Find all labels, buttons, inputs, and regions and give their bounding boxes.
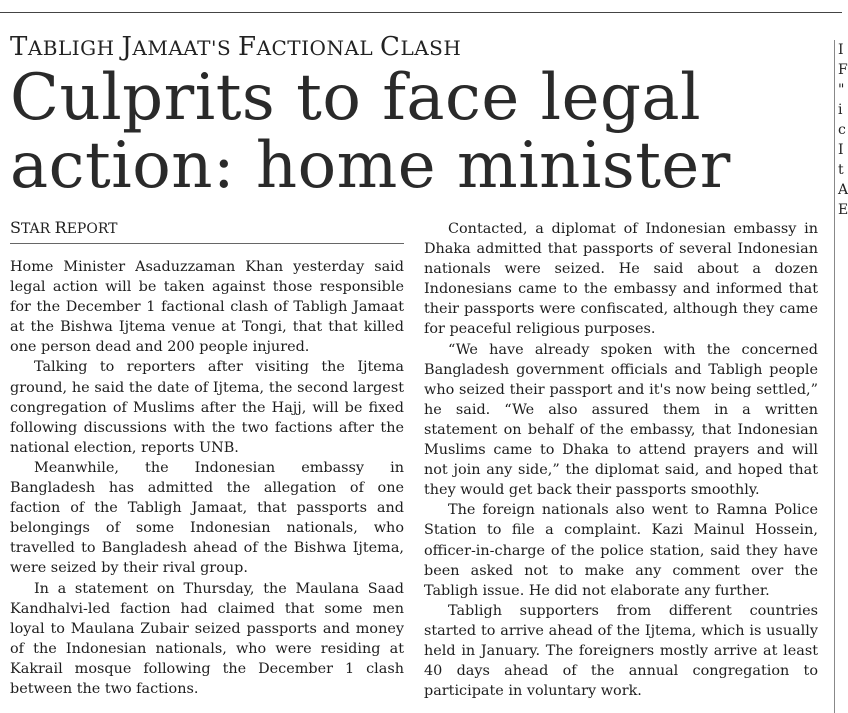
fragment-line: F	[838, 62, 848, 78]
article-column-1	[10, 257, 404, 699]
fragment-line: t	[838, 162, 844, 178]
fragment-line: I	[838, 42, 844, 58]
column-divider	[834, 40, 835, 713]
fragment-line: I	[838, 142, 844, 158]
fragment-line: "	[838, 82, 845, 98]
article-kicker: TABLIGH JAMAAT'S FACTIONAL CLASH	[10, 32, 462, 62]
paragraph: The foreign nationals also went to Ramna Police Station to file a complaint. Kazi Mainul Hossein, officer-in-charge of the police station, said they have been asked not to make any comment over the Tabligh issue. He did not elaborate any further.	[424, 502, 818, 599]
article-headline: Culprits to face legal action: home minister	[10, 61, 731, 203]
paragraph: Home Minister Asaduzzaman Khan yesterday said legal action will be taken against those responsible for the December 1 factional clash of Tabligh Jamaat at the Bishwa Ijtema venue at Tongi, that that killed one person dead and 200 people injured.	[10, 259, 404, 356]
paragraph: Talking to reporters after visiting the Ijtema ground, he said the date of Ijtema, the second largest congregation of Muslims after the Hajj, will be fixed following discussions with the two factions after the national election, reports UNB.	[10, 359, 404, 456]
paragraph: Tabligh supporters from different countries started to arrive ahead of the Ijtema, which is usually held in January. The foreigners mostly arrive at least 40 days ahead of the annual congregation to participate in voluntary work.	[424, 602, 818, 700]
article-byline: STAR REPORT	[10, 218, 118, 237]
fragment-line: c	[838, 122, 846, 138]
paragraph: Meanwhile, the Indonesian embassy in Bangladesh has admitted the allegation of one faction of the Tabligh Jamaat, that passports and belongings of some Indonesian nationals, who travelled to Bangladesh ahead of the Bishwa Ijtema, were seized by their rival group.	[10, 459, 404, 577]
byline-rule	[10, 243, 404, 244]
paragraph: In a statement on Thursday, the Maulana Saad Kandhalvi-led faction had claimed that some men loyal to Maulana Zubair seized passports and money of the Indonesian nationals, who were residing at Kakrail mosque following the December 1 clash between the two factions.	[10, 580, 404, 697]
top-rule	[0, 12, 842, 13]
fragment-line: E	[838, 202, 848, 218]
paragraph: “We have already spoken with the concerned Bangladesh government officials and Tabligh people who seized their passport and it's now being settled,” he said. “We also assured them in a written statement on behalf of the embassy, that Indonesian Muslims came to Dhaka to attend prayers and will not join any side,” the diplomat said, and hoped that they would get back their passports smoothly.	[424, 341, 818, 499]
fragment-line: i	[838, 102, 843, 118]
adjacent-column-fragment	[838, 40, 848, 220]
fragment-line: A	[838, 182, 848, 198]
article-column-2	[424, 219, 818, 701]
paragraph: Contacted, a diplomat of Indonesian embassy in Dhaka admitted that passports of several Indonesian nationals were seized. He said about a dozen Indonesians came to the embassy and informed that their passports were confiscated, although they came for peaceful religious purposes.	[424, 221, 818, 338]
